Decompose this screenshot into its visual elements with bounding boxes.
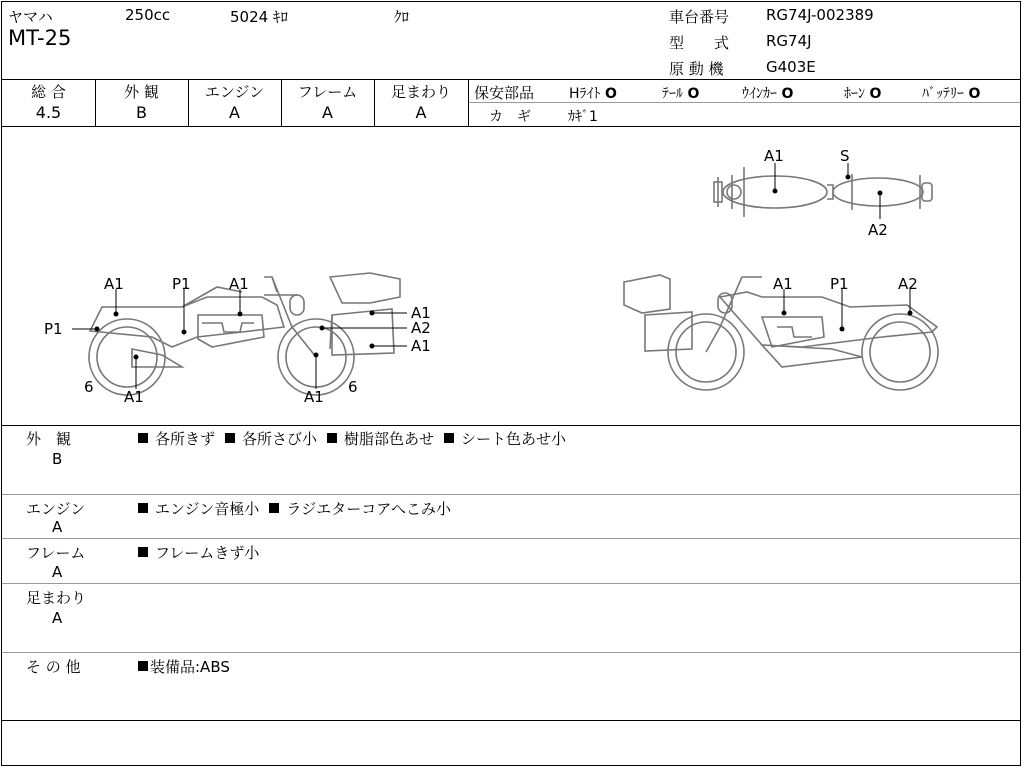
label-right-p1: P1 [830, 275, 849, 293]
grade-value-overall: 4.5 [35, 103, 62, 122]
grade-label-suspension: 足まわり [390, 83, 451, 101]
maker: ヤマハ [8, 8, 53, 26]
note-category-frame: フレーム [26, 544, 86, 562]
note-category-other: そ の 他 [26, 658, 81, 676]
grade-label-exterior: 外 観 [124, 83, 159, 101]
safety-item-headlight: Hﾗｲﾄ O [569, 86, 617, 102]
safety-item-horn: ﾎｰﾝ O [844, 86, 882, 102]
safety-item-winker: ｳｲﾝｶｰ O [742, 86, 794, 102]
label-left-a1-upper: A1 [411, 304, 431, 322]
label-left-a1-front: A1 [104, 275, 124, 293]
safety-item-tail: ﾃｰﾙ O [662, 86, 700, 102]
grade-value-frame: A [322, 103, 333, 122]
grade-label-engine: エンジン [204, 83, 265, 101]
label-top-a1: A1 [764, 147, 784, 165]
note-grade-frame: A [52, 563, 63, 581]
type-label: 型 式 [669, 34, 730, 52]
note-grade-engine: A [52, 518, 63, 536]
label-left-p1-seat: P1 [172, 275, 191, 293]
note-items-frame: フレームきず小 [138, 542, 259, 563]
engine-value: G403E [766, 58, 816, 76]
label-left-a1-fork: A1 [304, 388, 324, 406]
label-left-6-front: 6 [348, 378, 358, 396]
grade-label-overall: 総 合 [31, 83, 66, 101]
note-category-engine: エンジン [26, 500, 86, 518]
safety-label: 保安部品 [474, 84, 535, 102]
safety-item-battery: ﾊﾞｯﾃﾘｰ O [922, 86, 981, 102]
grade-value-suspension: A [415, 103, 427, 122]
color: ｸﾛ [394, 8, 410, 26]
label-right-a2: A2 [898, 275, 918, 293]
mileage: 5024 ｷﾛ [230, 8, 288, 26]
key-label: カ ギ [489, 109, 531, 125]
note-grade-exterior: B [52, 450, 63, 468]
grade-value-engine: A [229, 103, 240, 122]
damage-diagram [2, 127, 1020, 425]
type-value: RG74J [766, 32, 812, 50]
label-top-a2: A2 [868, 221, 888, 239]
label-top-s: S [840, 147, 850, 165]
inspection-sheet [1, 1, 1021, 766]
model-name: MT-25 [8, 26, 72, 50]
bike-top-view-icon [714, 167, 932, 217]
grade-label-frame: フレーム [297, 83, 358, 101]
label-left-a2: A2 [411, 319, 431, 337]
label-left-a1-tank: A1 [229, 275, 249, 293]
label-right-a1: A1 [773, 275, 793, 293]
frame-no-label: 車台番号 [669, 8, 730, 26]
label-left-a1-muffler: A1 [124, 388, 144, 406]
note-items-exterior: 各所きず 各所さび小 樹脂部色あせ シート色あせ小 [138, 428, 566, 449]
label-left-a1-lower: A1 [411, 337, 431, 355]
note-grade-suspension: A [52, 609, 63, 627]
label-left-6-rear: 6 [84, 378, 94, 396]
frame-no: RG74J-002389 [766, 6, 874, 24]
grade-value-exterior: B [136, 103, 147, 122]
label-left-p1-tail: P1 [44, 320, 63, 338]
note-category-exterior: 外 観 [26, 430, 72, 448]
note-items-other: 装備品:ABS [138, 656, 230, 677]
note-category-suspension: 足まわり [26, 589, 87, 607]
displacement: 250cc [125, 6, 171, 24]
key-value: ｶｷﾞ1 [568, 109, 598, 125]
note-items-engine: エンジン音極小 ラジエターコアへこみ小 [138, 498, 451, 519]
engine-label: 原 動 機 [669, 60, 724, 78]
